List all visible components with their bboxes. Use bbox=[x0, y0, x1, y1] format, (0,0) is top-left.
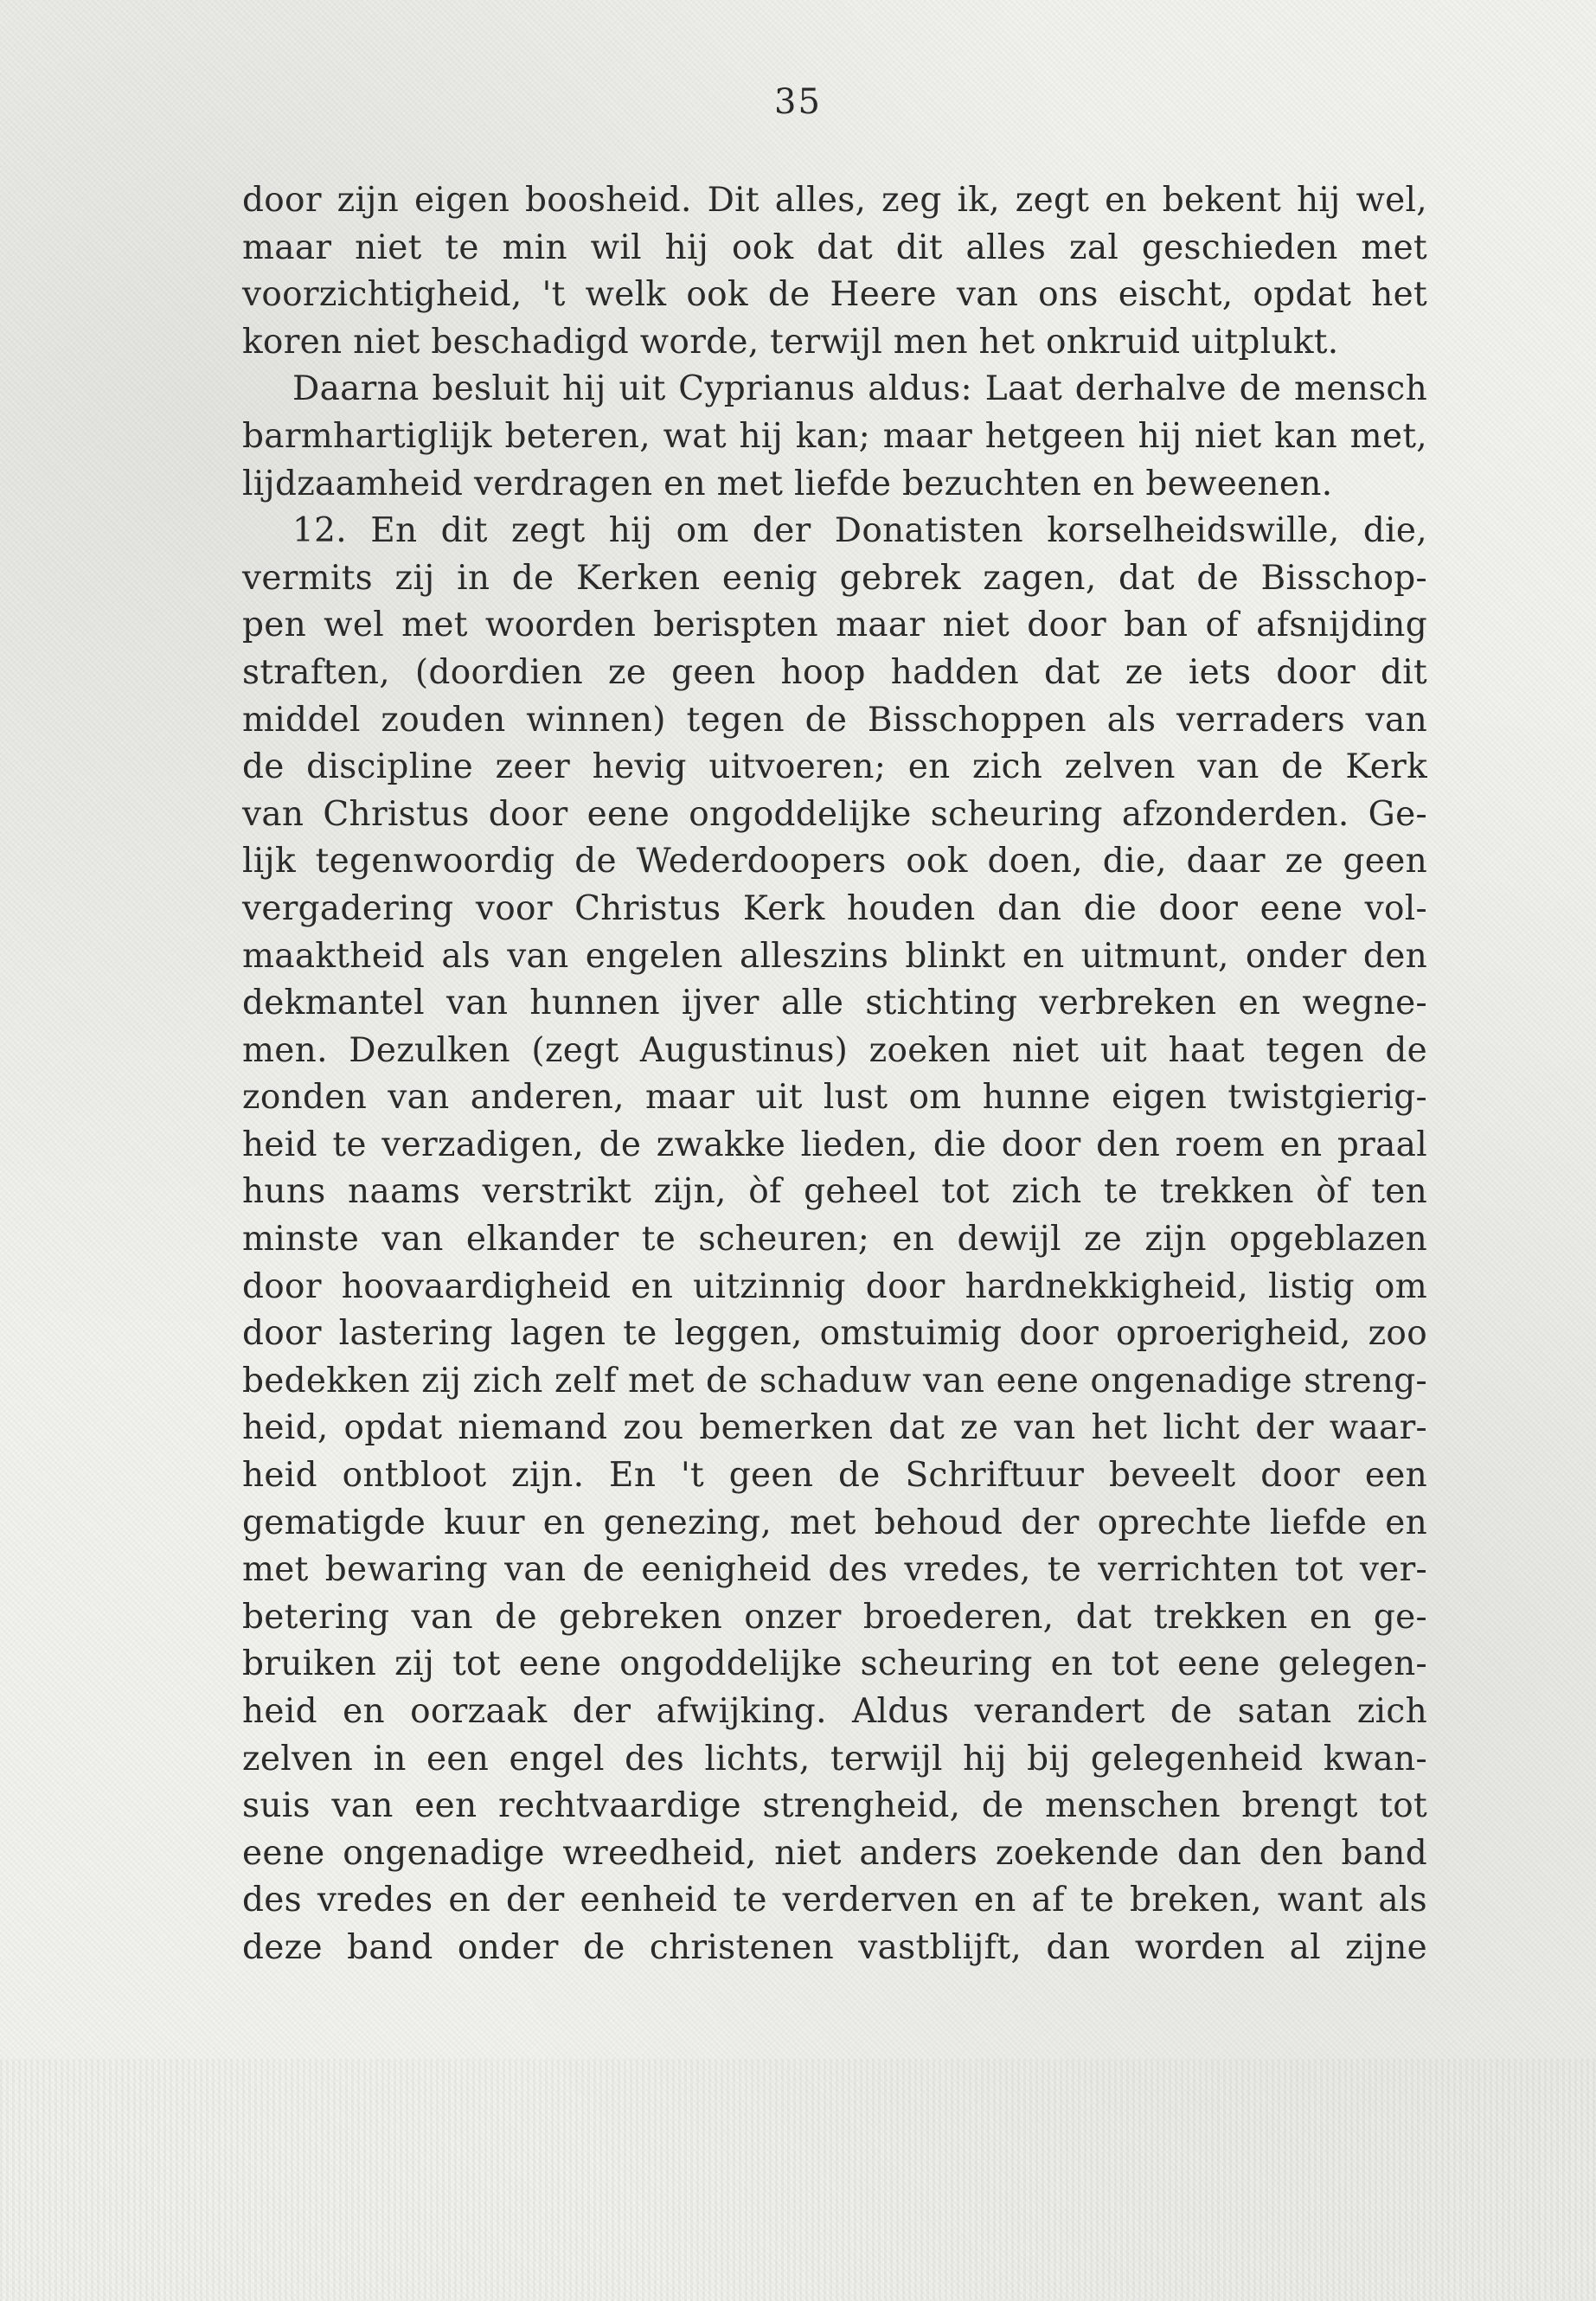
text-line: koren niet beschadigd worde, terwijl men het onkruid uitplukt. bbox=[242, 322, 1339, 362]
text-line: eene ongenadige wreedheid, niet anders zoekende dan den band bbox=[242, 1833, 1427, 1873]
text-line: Daarna besluit hij uit Cyprianus aldus: Laat derhalve de mensch bbox=[292, 369, 1427, 409]
text-line: van Christus door eene ongoddelijke scheuring afzonderden. Ge- bbox=[242, 794, 1427, 834]
text-line: minste van elkander te scheuren; en dewijl ze zijn opgeblazen bbox=[242, 1220, 1427, 1259]
text-line: door zijn eigen boosheid. Dit alles, zeg ik, zegt en bekent hij wel, bbox=[242, 181, 1427, 220]
text-line: heid te verzadigen, de zwakke lieden, die door den roem en praal bbox=[242, 1125, 1427, 1164]
text-line: de discipline zeer hevig uitvoeren; en zich zelven van de Kerk bbox=[242, 747, 1427, 787]
text-line: pen wel met woorden berispten maar niet door ban of afsnijding bbox=[242, 606, 1427, 645]
page-number: 35 bbox=[774, 82, 822, 122]
text-line: dekmantel van hunnen ijver alle stichting verbreken en wegne- bbox=[242, 984, 1427, 1023]
text-line: deze band onder de christenen vastblijft, dan worden al zijne bbox=[242, 1927, 1427, 1967]
text-line: straften, (doordien ze geen hoop hadden dat ze iets door dit bbox=[242, 652, 1427, 692]
body-text bbox=[242, 177, 1427, 1972]
text-line: gematigde kuur en genezing, met behoud der oprechte liefde en bbox=[242, 1503, 1427, 1542]
text-line: maar niet te min wil hij ook dat dit alles zal geschieden met bbox=[242, 228, 1427, 267]
text-line: middel zouden winnen) tegen de Bisschoppen als verraders van bbox=[242, 700, 1427, 740]
text-line: zonden van anderen, maar uit lust om hunne eigen twistgierig- bbox=[242, 1078, 1427, 1118]
text-line: vermits zij in de Kerken eenig gebrek zagen, dat de Bisschop- bbox=[242, 558, 1427, 598]
scan-noise bbox=[0, 2059, 1596, 2301]
text-line: bruiken zij tot eene ongoddelijke scheuring en tot eene gelegen- bbox=[242, 1644, 1427, 1684]
text-line: heid en oorzaak der afwijking. Aldus verandert de satan zich bbox=[242, 1692, 1427, 1731]
text-line: heid ontbloot zijn. En 't geen de Schriftuur beveelt door een bbox=[242, 1456, 1427, 1496]
text-line: door hoovaardigheid en uitzinnig door hardnekkigheid, listig om bbox=[242, 1266, 1427, 1306]
text-line: huns naams verstrikt zijn, òf geheel tot zich te trekken òf ten bbox=[242, 1172, 1427, 1212]
text-line: maaktheid als van engelen alleszins blinkt en uitmunt, onder den bbox=[242, 936, 1427, 976]
text-line: des vredes en der eenheid te verderven en af te breken, want als bbox=[242, 1881, 1427, 1920]
text-line: barmhartiglijk beteren, wat hij kan; maar hetgeen hij niet kan met, bbox=[242, 416, 1427, 456]
text-line: met bewaring van de eenigheid des vredes, te verrichten tot ver- bbox=[242, 1550, 1427, 1590]
text-line: bedekken zij zich zelf met de schaduw van eene ongenadige streng- bbox=[242, 1361, 1427, 1400]
text-line: men. Dezulken (zegt Augustinus) zoeken niet uit haat tegen de bbox=[242, 1030, 1427, 1070]
text-line: betering van de gebreken onzer broederen, dat trekken en ge- bbox=[242, 1597, 1427, 1637]
text-line: suis van een rechtvaardige strengheid, de menschen brengt tot bbox=[242, 1786, 1427, 1826]
text-line: lijk tegenwoordig de Wederdoopers ook doen, die, daar ze geen bbox=[242, 842, 1427, 881]
text-line: lijdzaamheid verdragen en met liefde bezuchten en beweenen. bbox=[242, 464, 1333, 503]
text-line: voorzichtigheid, 't welk ook de Heere van ons eischt, opdat het bbox=[242, 275, 1427, 315]
text-line: zelven in een engel des lichts, terwijl hij bij gelegenheid kwan- bbox=[242, 1739, 1427, 1779]
text-line: door lastering lagen te leggen, omstuimig door oproerigheid, zoo bbox=[242, 1314, 1427, 1354]
text-line: vergadering voor Christus Kerk houden dan die door eene vol- bbox=[242, 888, 1427, 928]
text-line: heid, opdat niemand zou bemerken dat ze van het licht der waar- bbox=[242, 1408, 1427, 1448]
text-line: 12. En dit zegt hij om der Donatisten korselheidswille, die, bbox=[292, 511, 1427, 551]
